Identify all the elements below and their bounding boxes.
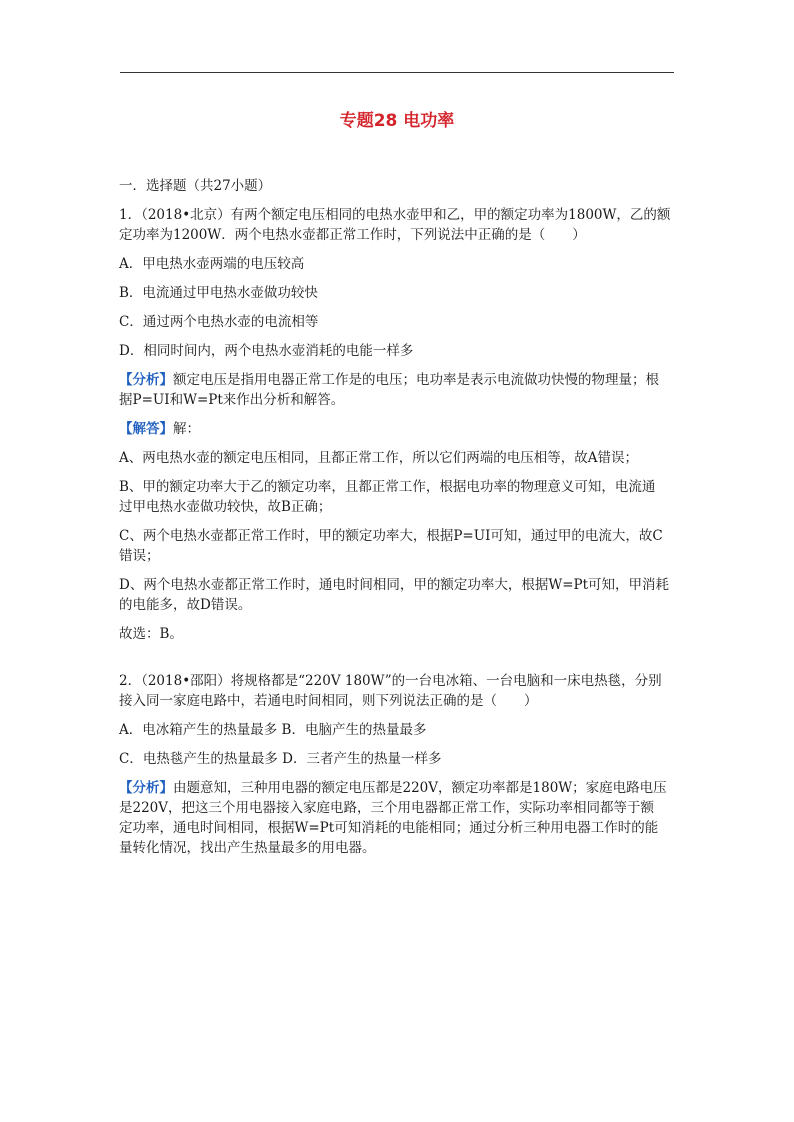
q1-answer-d: D、两个电热水壶都正常工作时，通电时间相同，甲的额定功率大，根据W=Pt可知，甲消耗 的电能多，故D错误。 — [119, 577, 670, 613]
document-body — [119, 176, 679, 867]
q1-stem: 1．（2018•北京）有两个额定电压相同的电热水壶甲和乙，甲的额定功率为1800W，乙的额 定功率为1200W．两个电热水壶都正常工作时，下列说法中正确的是（ ） — [119, 207, 671, 243]
section-heading: 一．选择题（共27小题） — [119, 178, 272, 194]
q1-option-a: A．甲电热水壶两端的电压较高 — [119, 256, 305, 272]
q1-option-d: D．相同时间内，两个电热水壶消耗的电能一样多 — [119, 343, 414, 359]
q1-analysis: 【分析】额定电压是指用电器正常工作是的电压；电功率是表示电流做功快慢的物理量；根 据P=UI和W=Pt来作出分析和解答。 — [119, 372, 659, 408]
q1-answer-b: B、甲的额定功率大于乙的额定功率，且都正常工作，根据电功率的物理意义可知，电流通 过甲电热水壶做功较快，故B正确； — [119, 479, 656, 515]
question-spacer — [119, 653, 679, 671]
q2-stem: 2．（2018•邵阳）将规格都是“220V 180W”的一台电冰箱、一台电脑和一床电热毯，分别 接入同一家庭电路中，若通电时间相同，则下列说法正确的是（ ） — [119, 673, 662, 709]
q1-option-b: B．电流通过甲电热水壶做功较快 — [119, 285, 318, 301]
page-title: 专题28 电功率 — [339, 111, 455, 131]
q2-options-ab: A．电冰箱产生的热量最多 B．电脑产生的热量最多 — [119, 722, 427, 738]
question-1 — [119, 205, 679, 644]
q1-answer-a: A、两电热水壶的额定电压相同，且都正常工作，所以它们两端的电压相等，故A错误； — [119, 450, 638, 466]
answer-tag: 【解答】 — [119, 421, 173, 437]
q2-analysis: 【分析】由题意知，三种用电器的额定电压都是220V，额定功率都是180W；家庭电路电压 是220V，把这三个用电器接入家庭电路，三个用电器都正常工作，实际功率相同都等于额 定功率，通电时间相同，根据W=Pt可知消耗的电能相同；通过分析三种用电器工作时的能 量转化情况，找出产生热量最多的用电器。 — [119, 780, 667, 856]
q1-answer-heading: 【解答】解： — [119, 421, 200, 437]
q1-option-c: C．通过两个电热水壶的电流相等 — [119, 314, 319, 330]
q1-answer-c: C、两个电热水壶都正常工作时，甲的额定功率大，根据P=UI可知，通过甲的电流大，故C 错误； — [119, 528, 663, 564]
q2-options-cd: C．电热毯产生的热量最多 D．三者产生的热量一样多 — [119, 751, 442, 767]
q1-final-choice: 故选：B。 — [119, 626, 183, 642]
analysis-tag: 【分析】 — [119, 372, 173, 388]
analysis-tag: 【分析】 — [119, 780, 173, 796]
question-2 — [119, 671, 679, 858]
header-rule — [120, 72, 674, 73]
